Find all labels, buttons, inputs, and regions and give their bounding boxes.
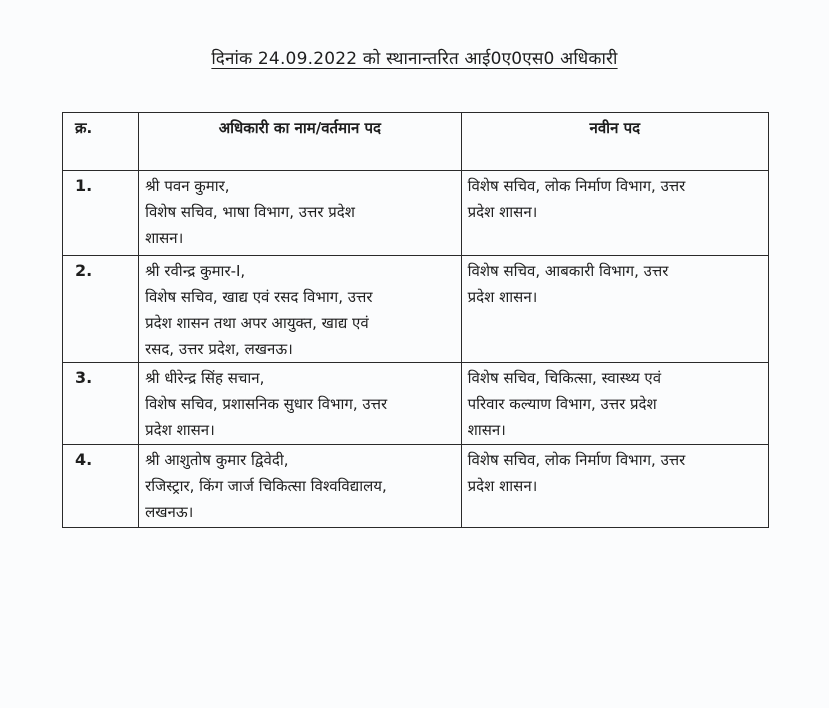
header-serial: क्र. bbox=[63, 113, 139, 171]
new-post-line: परिवार कल्याण विभाग, उत्तर प्रदेश bbox=[467, 395, 657, 413]
officer-cell bbox=[139, 363, 462, 445]
officer-line: लखनऊ। bbox=[145, 503, 194, 521]
officer-line: श्री धीरेन्द्र सिंह सचान, bbox=[145, 369, 265, 387]
officer-line: रजिस्ट्रार, किंग जार्ज चिकित्सा विश्वविद्यालय, bbox=[145, 477, 387, 495]
officer-line: प्रदेश शासन। bbox=[145, 421, 215, 439]
table-row bbox=[63, 445, 769, 528]
table-header-row bbox=[63, 113, 769, 171]
new-post-line: विशेष सचिव, लोक निर्माण विभाग, उत्तर bbox=[467, 177, 686, 195]
serial-cell: 2. bbox=[63, 256, 139, 363]
serial-cell: 3. bbox=[63, 363, 139, 445]
header-officer: अधिकारी का नाम/वर्तमान पद bbox=[139, 113, 462, 171]
new-post-cell bbox=[461, 171, 768, 256]
new-post-cell bbox=[461, 445, 768, 528]
officer-line: प्रदेश शासन तथा अपर आयुक्त, खाद्य एवं bbox=[145, 314, 369, 332]
officer-cell bbox=[139, 445, 462, 528]
table-row bbox=[63, 363, 769, 445]
officer-line: विशेष सचिव, भाषा विभाग, उत्तर प्रदेश bbox=[145, 203, 355, 221]
officer-line: श्री आशुतोष कुमार द्विवेदी, bbox=[145, 451, 289, 469]
officer-line: विशेष सचिव, खाद्य एवं रसद विभाग, उत्तर bbox=[145, 288, 373, 306]
officer-line: शासन। bbox=[145, 229, 184, 247]
new-post-cell bbox=[461, 256, 768, 363]
officer-line: श्री रवीन्द्र कुमार-I, bbox=[145, 262, 246, 280]
page-title: दिनांक 24.09.2022 को स्थानान्तरित आई0ए0एस0 अधिकारी bbox=[211, 49, 618, 69]
officer-line: रसद, उत्तर प्रदेश, लखनऊ। bbox=[145, 340, 293, 358]
new-post-line: विशेष सचिव, चिकित्सा, स्वास्थ्य एवं bbox=[467, 369, 662, 387]
header-new-post: नवीन पद bbox=[461, 113, 768, 171]
table-row bbox=[63, 256, 769, 363]
table-row bbox=[63, 171, 769, 256]
new-post-line: शासन। bbox=[467, 421, 506, 439]
new-post-line: प्रदेश शासन। bbox=[467, 203, 538, 221]
new-post-cell bbox=[461, 363, 768, 445]
new-post-line: विशेष सचिव, लोक निर्माण विभाग, उत्तर bbox=[467, 451, 686, 469]
officer-line: श्री पवन कुमार, bbox=[145, 177, 230, 195]
new-post-line: प्रदेश शासन। bbox=[467, 288, 538, 306]
new-post-line: प्रदेश शासन। bbox=[467, 477, 538, 495]
officer-cell bbox=[139, 256, 462, 363]
new-post-line: विशेष सचिव, आबकारी विभाग, उत्तर bbox=[467, 262, 669, 280]
officer-cell bbox=[139, 171, 462, 256]
serial-cell: 4. bbox=[63, 445, 139, 528]
officer-line: विशेष सचिव, प्रशासनिक सुधार विभाग, उत्तर bbox=[145, 395, 388, 413]
transfer-table bbox=[62, 112, 769, 528]
serial-cell: 1. bbox=[63, 171, 139, 256]
